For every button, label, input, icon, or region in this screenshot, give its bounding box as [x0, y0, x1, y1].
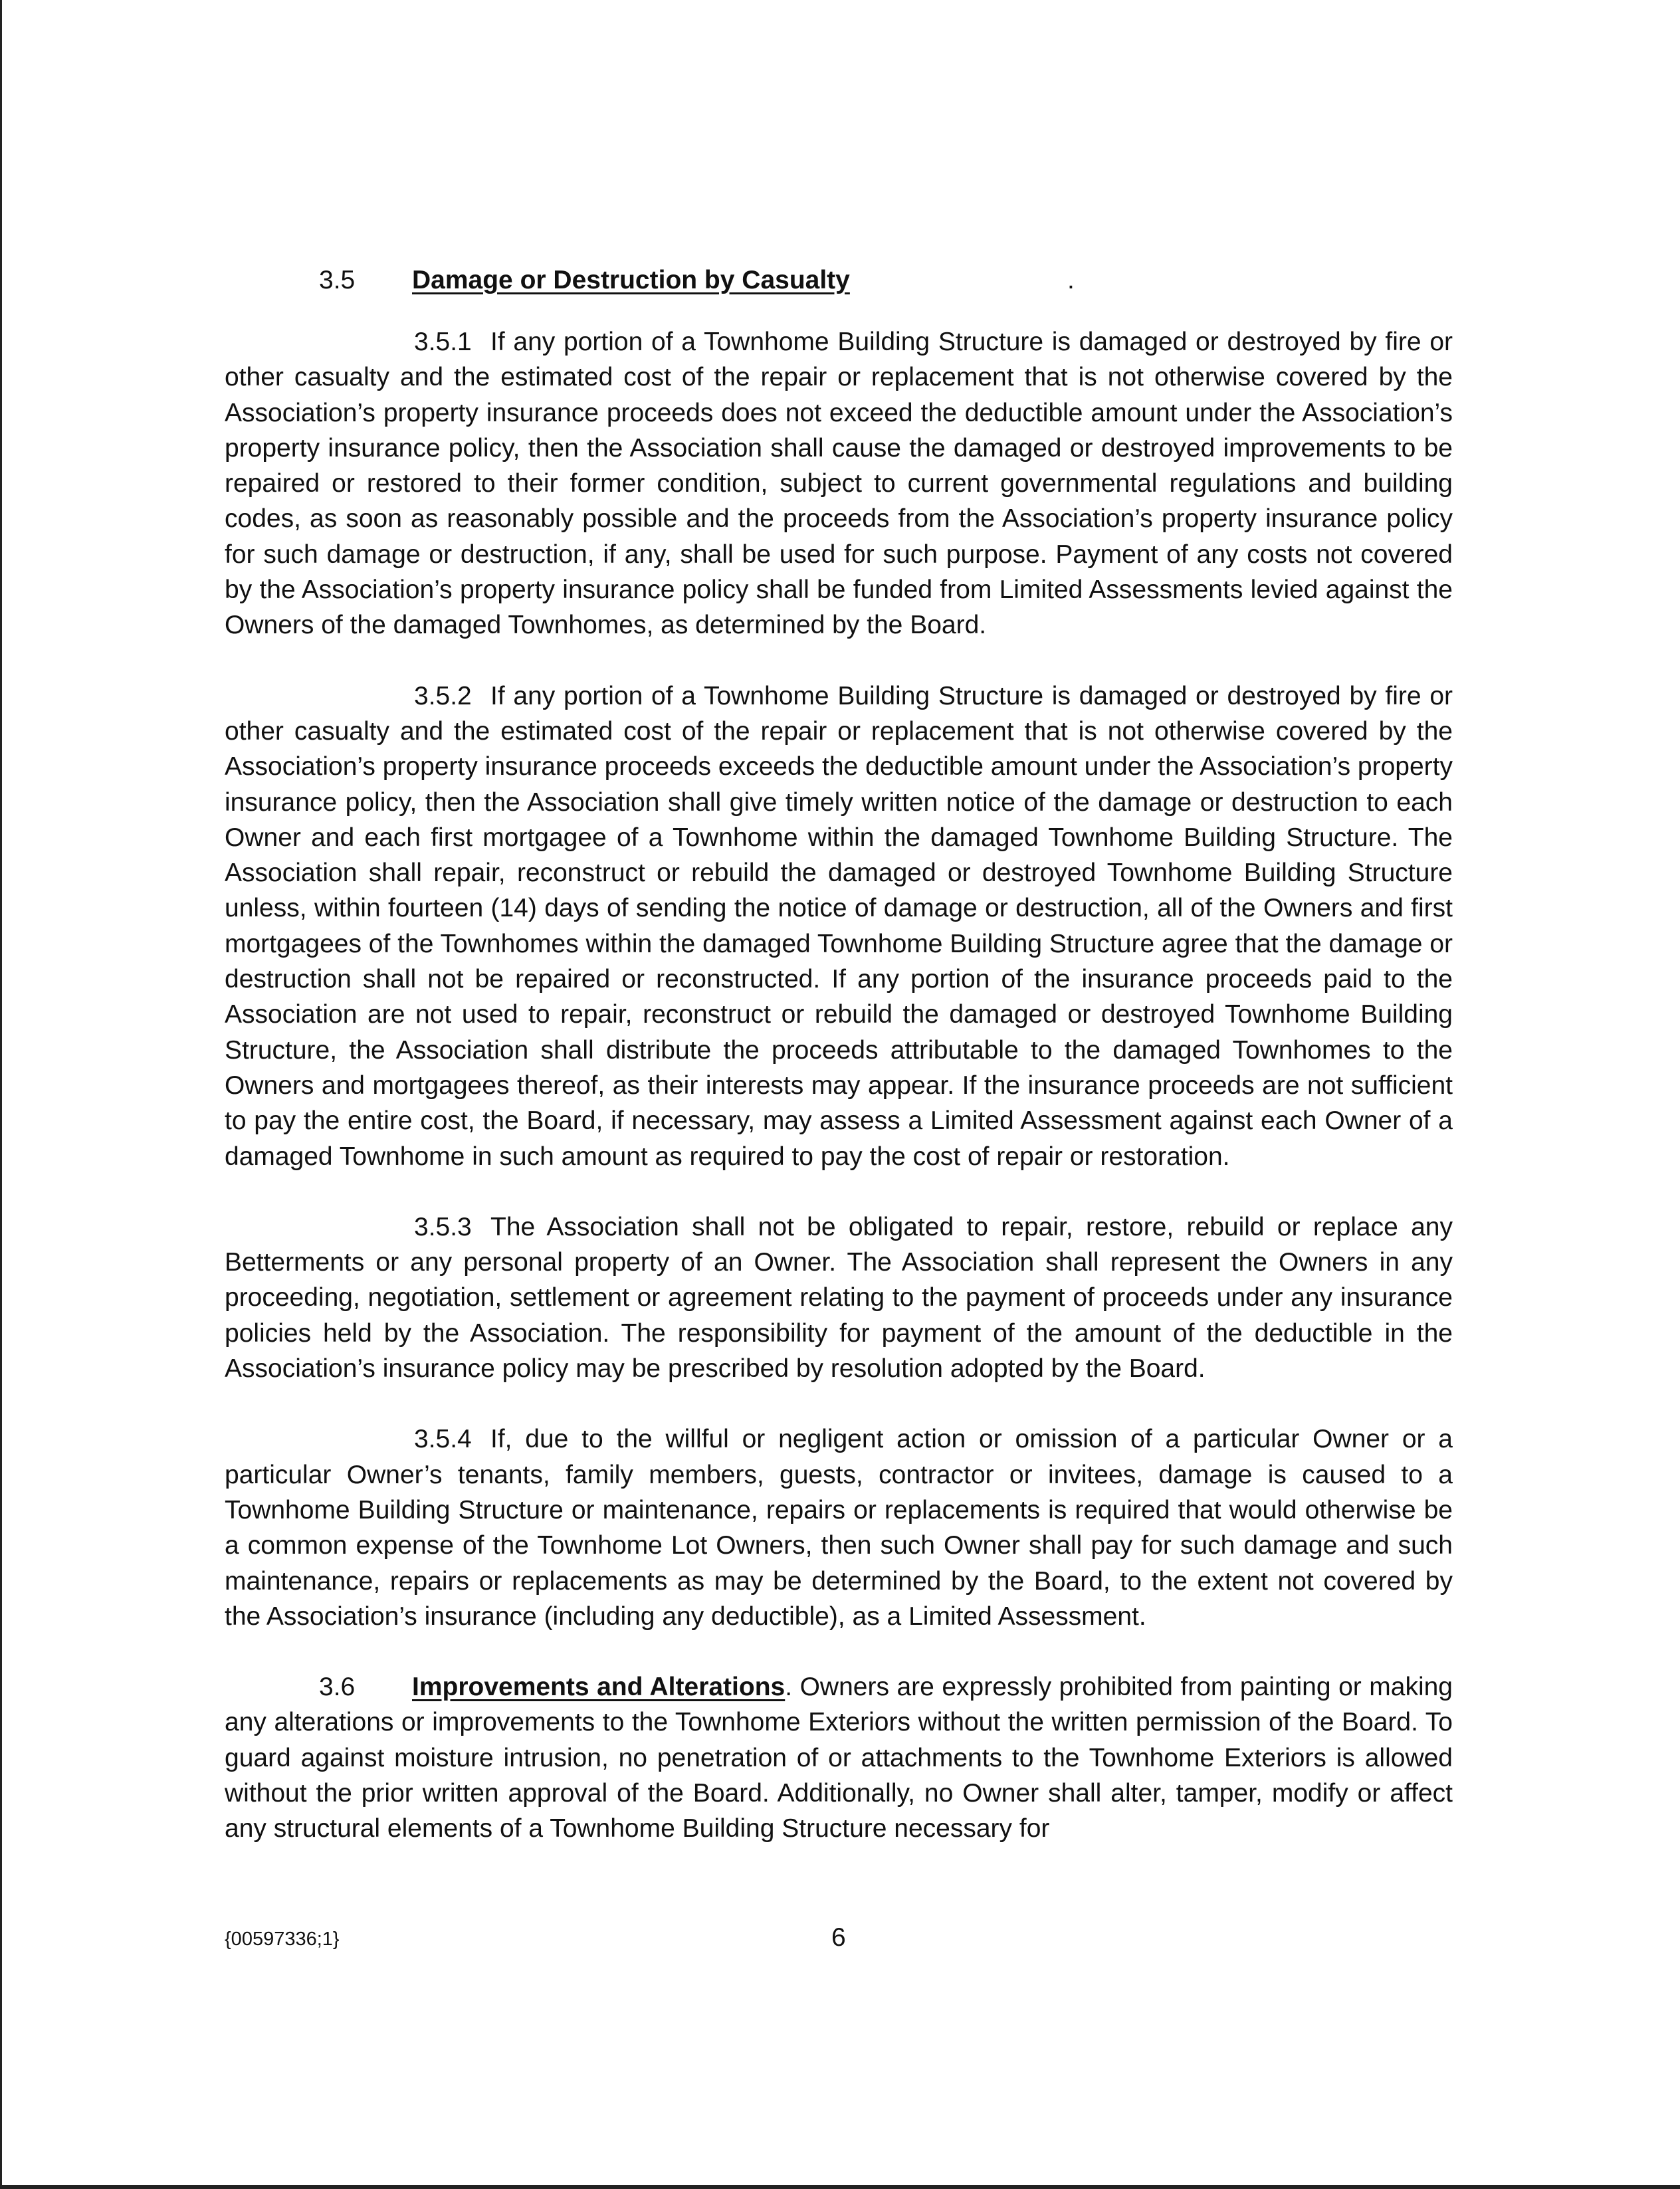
- paragraph-3-5-3: [225, 1209, 1453, 1386]
- section-heading-3-5: [225, 262, 1453, 298]
- paragraph-3-5-2: [225, 678, 1453, 1174]
- paragraph-text: If any portion of a Townhome Building Structure is damaged or destroyed by fire or other casualty and the estimated cost of the repair or replacement that is not otherwise covered by the Association’s property insurance proceeds exceeds the deductible amount under the Association’s property insurance policy, then the Association shall give timely written notice of the damage or destruction to each Owner and each first mortgagee of a Townhome within the damaged Townhome Building Structure. The Association shall repair, reconstruct or rebuild the damaged or destroyed Townhome Building Structure unless, within fourteen (14) days of sending the notice of damage or destruction, all of the Owners and first mortgagees of the Townhomes within the damaged Townhome Building Structure agree that the damage or destruction shall not be repaired or reconstructed. If any portion of the insurance proceeds paid to the Association are not used to repair, reconstruct or rebuild the damaged or destroyed Townhome Building Structure, the Association shall distribute the proceeds attributable to the damaged Townhomes to the Owners and mortgagees thereof, as their interests may appear. If the insurance proceeds are not sufficient to pay the entire cost, the Board, if necessary, may assess a Limited Assessment against each Owner of a damaged Townhome in such amount as required to pay the cost of repair or restoration.: [225, 681, 1453, 1171]
- paragraph-3-6: [225, 1669, 1453, 1846]
- paragraph-number: 3.5.4: [414, 1425, 472, 1454]
- paragraph-text: . Owners are expressly prohibited from painting or making any alterations or improvements to the Townhome Exteriors without the written permission of the Board. To guard against moisture intrusion, no penetration of or attachments to the Townhome Exteriors is allowed without the prior written approval of the Board. Additionally, no Owner shall alter, tamper, modify or affect any structural elements of a Townhome Building Structure necessary for: [225, 1673, 1453, 1843]
- page-number: 6: [831, 1923, 846, 1952]
- section-title-period: .: [1067, 266, 1075, 294]
- page-edge-left: [0, 0, 2, 2189]
- section-title-text: Damage or Destruction by Casualty: [412, 266, 850, 294]
- paragraph-text: If, due to the willful or negligent action or omission of a particular Owner or a particular Owner’s tenants, family members, guests, contractor or invitees, damage is caused to a Townhome Building Structure or maintenance, repairs or replacements is required that would otherwise be a common expense of the Townhome Lot Owners, then such Owner shall pay for such damage and such maintenance, repairs or replacements as may be determined by the Board, to the extent not covered by the Association’s insurance (including any deductible), as a Limited Assessment.: [225, 1425, 1453, 1631]
- paragraph-number: 3.5.1: [414, 328, 472, 356]
- document-body: [225, 262, 1453, 1882]
- paragraph-3-5-1: [225, 324, 1453, 643]
- paragraph-text: The Association shall not be obligated to repair, restore, rebuild or replace any Betterments or any personal property of an Owner. The Association shall represent the Owners in any proceeding, negotiation, settlement or agreement relating to the payment of proceeds under any insurance policies held by the Association. The responsibility for payment of the amount of the deductible in the Association’s insurance policy may be prescribed by resolution adopted by the Board.: [225, 1212, 1453, 1384]
- section-number: 3.6: [319, 1673, 356, 1702]
- paragraph-number: 3.5.3: [414, 1212, 472, 1241]
- document-id: {00597336;1}: [225, 1928, 340, 1950]
- paragraph-number: 3.5.2: [414, 681, 472, 710]
- section-number: 3.5: [319, 266, 356, 294]
- section-title: [412, 262, 850, 298]
- page-edge-bottom: [0, 2185, 1680, 2189]
- section-title: Improvements and Alterations: [412, 1673, 786, 1702]
- paragraph-3-5-4: [225, 1421, 1453, 1634]
- paragraph-text: If any portion of a Townhome Building Structure is damaged or destroyed by fire or other casualty and the estimated cost of the repair or replacement that is not otherwise covered by the Association’s property insurance proceeds does not exceed the deductible amount under the Association’s property insurance policy, then the Association shall cause the damaged or destroyed improvements to be repaired or restored to their former condition, subject to current governmental regulations and building codes, as soon as reasonably possible and the proceeds from the Association’s property insurance policy for such damage or destruction, if any, shall be used for such purpose. Payment of any costs not covered by the Association’s property insurance policy shall be funded from Limited Assessments levied against the Owners of the damaged Townhomes, as determined by the Board.: [225, 328, 1453, 640]
